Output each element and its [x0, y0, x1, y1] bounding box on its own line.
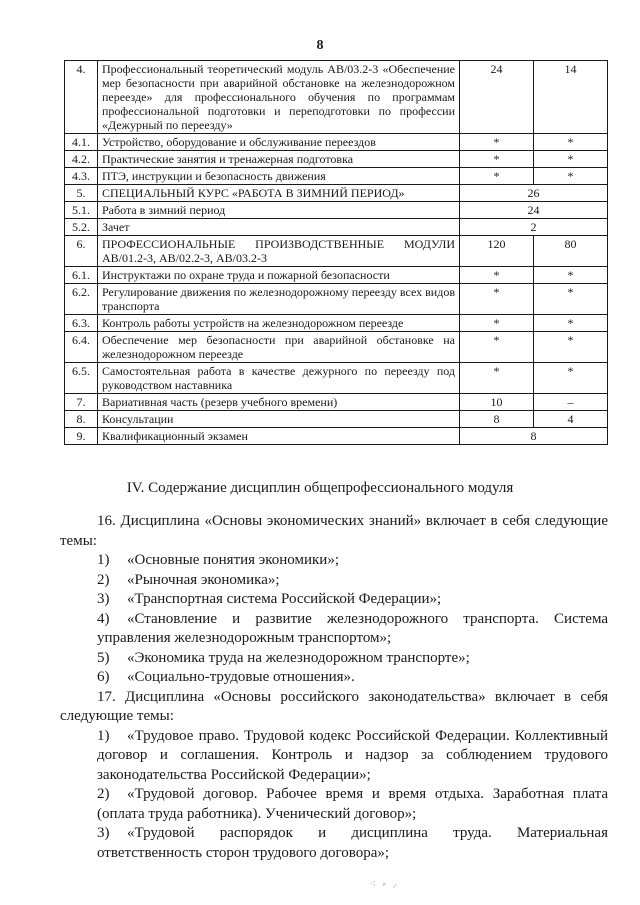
handwritten-mark: ⁖ ⸗ ⸝ [370, 879, 400, 890]
topic-text: «Становление и развитие железнодорожного транспорта. Система управления железнодорожным транспортом»; [97, 610, 608, 646]
row-number: 6. [65, 236, 98, 267]
hours-total: * [460, 315, 534, 332]
row-title: Вариативная часть (резерв учебного времени) [98, 394, 460, 411]
row-number: 5.1. [65, 202, 98, 219]
hours-practice: * [534, 151, 608, 168]
hours-total: 26 [460, 185, 608, 202]
hours-practice: * [534, 332, 608, 363]
row-number: 6.5. [65, 363, 98, 394]
topic-number: 5) [97, 649, 110, 666]
hours-total: * [460, 332, 534, 363]
hours-total: * [460, 363, 534, 394]
topic-number: 3) [97, 825, 110, 841]
table-row [65, 151, 608, 168]
table-row [65, 284, 608, 315]
row-title: Инструктажи по охране труда и пожарной безопасности [98, 267, 460, 284]
row-title: Консультации [98, 411, 460, 428]
hours-practice: 14 [534, 61, 608, 134]
row-title: ПРОФЕССИОНАЛЬНЫЕ ПРОИЗВОДСТВЕННЫЕ МОДУЛИ АВ/01.2-3, АВ/02.2-3, АВ/03.2-3 [98, 236, 460, 267]
topic-item [60, 668, 608, 688]
row-title: Регулирование движения по железнодорожному переезду всех видов транспорта [98, 284, 460, 315]
table-row [65, 236, 608, 267]
hours-practice: * [534, 267, 608, 284]
curriculum-table [64, 60, 608, 445]
hours-total: 8 [460, 428, 608, 445]
topic-number: 4) [97, 610, 110, 627]
topic-text: «Рыночная экономика»; [127, 571, 280, 588]
row-title: Самостоятельная работа в качестве дежурного по переезду под руководством наставника [98, 363, 460, 394]
row-title: Устройство, оборудование и обслуживание переездов [98, 134, 460, 151]
row-number: 6.3. [65, 315, 98, 332]
hours-total: * [460, 151, 534, 168]
row-title: Контроль работы устройств на железнодорожном переезде [98, 315, 460, 332]
row-title: Работа в зимний период [98, 202, 460, 219]
row-number: 5. [65, 185, 98, 202]
topic-item [60, 649, 608, 669]
topic-text: «Трудовой распорядок и дисциплина труда. Материальная ответственность сторон трудового договора»; [97, 825, 608, 861]
topic-item [60, 785, 608, 824]
topic-item [60, 551, 608, 571]
topic-number: 1) [97, 552, 110, 568]
row-number: 4. [65, 61, 98, 134]
paragraph-16: 16. Дисциплина «Основы экономических знаний» включает в себя следующие темы: [60, 513, 608, 549]
row-number: 4.2. [65, 151, 98, 168]
topic-list-16 [60, 551, 608, 688]
hours-total: * [460, 267, 534, 284]
hours-practice: 4 [534, 411, 608, 428]
table-row [65, 267, 608, 284]
table-row [65, 363, 608, 394]
hours-total: * [460, 168, 534, 185]
row-number: 4.3. [65, 168, 98, 185]
hours-practice: * [534, 134, 608, 151]
row-number: 7. [65, 394, 98, 411]
row-number: 4.1. [65, 134, 98, 151]
row-number: 8. [65, 411, 98, 428]
section-title: IV. Содержание дисциплин общепрофессионального модуля [126, 480, 514, 496]
hours-total: 2 [460, 219, 608, 236]
hours-practice: – [534, 394, 608, 411]
topic-item [60, 824, 608, 863]
table-row [65, 219, 608, 236]
topic-text: «Трудовое право. Трудовой кодекс Российской Федерации. Коллективный договор и соглашения. Контроль и надзор за соблюдением трудового законодательства Российской Федерации»; [97, 727, 608, 783]
hours-total: 24 [460, 202, 608, 219]
row-number: 5.2. [65, 219, 98, 236]
hours-practice: * [534, 315, 608, 332]
topic-text: «Основные понятия экономики»; [127, 552, 340, 568]
table-row [65, 411, 608, 428]
topic-text: «Транспортная система Российской Федерации»; [127, 591, 442, 607]
row-title: Обеспечение мер безопасности при аварийной обстановке на железнодорожном переезде [98, 332, 460, 363]
row-title: Практические занятия и тренажерная подготовка [98, 151, 460, 168]
table-row [65, 61, 608, 134]
row-title: Зачет [98, 219, 460, 236]
topic-item [60, 610, 608, 649]
topic-number: 3) [97, 591, 110, 607]
topic-number: 2) [97, 571, 110, 588]
page-number: 8 [316, 38, 324, 53]
table-row [65, 134, 608, 151]
document-body [60, 512, 608, 863]
row-title: Профессиональный теоретический модуль АВ/03.2-3 «Обеспечение мер безопасности при аварийной обстановке на железнодорожном переезде» для профессионального обучения по программам профессиональной подготовки и переподготовки по профессии «Дежурный по переезду» [98, 61, 460, 134]
topic-number: 1) [97, 727, 110, 744]
table-row [65, 394, 608, 411]
topic-number: 2) [97, 786, 110, 802]
row-number: 6.2. [65, 284, 98, 315]
row-number: 6.1. [65, 267, 98, 284]
row-number: 6.4. [65, 332, 98, 363]
hours-total: * [460, 284, 534, 315]
hours-practice: * [534, 284, 608, 315]
table-row [65, 332, 608, 363]
table-row [65, 202, 608, 219]
topic-item [60, 571, 608, 591]
row-title: ПТЭ, инструкции и безопасность движения [98, 168, 460, 185]
hours-practice: * [534, 363, 608, 394]
hours-practice: 80 [534, 236, 608, 267]
topic-text: «Социально-трудовые отношения». [127, 669, 355, 685]
table-row [65, 315, 608, 332]
hours-practice: * [534, 168, 608, 185]
topic-item [60, 590, 608, 610]
topic-item [60, 727, 608, 786]
row-title: СПЕЦИАЛЬНЫЙ КУРС «РАБОТА В ЗИМНИЙ ПЕРИОД» [98, 185, 460, 202]
paragraph-17: 17. Дисциплина «Основы российского законодательства» включает в себя следующие темы: [60, 688, 608, 724]
hours-total: 24 [460, 61, 534, 134]
topic-list-17 [60, 727, 608, 864]
hours-total: 10 [460, 394, 534, 411]
row-number: 9. [65, 428, 98, 445]
hours-total: 8 [460, 411, 534, 428]
topic-text: «Экономика труда на железнодорожном транспорте»; [127, 649, 470, 666]
hours-total: 120 [460, 236, 534, 267]
hours-total: * [460, 134, 534, 151]
table-row [65, 185, 608, 202]
table-row [65, 168, 608, 185]
table-row [65, 428, 608, 445]
topic-number: 6) [97, 669, 110, 685]
topic-text: «Трудовой договор. Рабочее время и время отдыха. Заработная плата (оплата труда работника). Ученический договор»; [97, 786, 608, 822]
row-title: Квалификационный экзамен [98, 428, 460, 445]
